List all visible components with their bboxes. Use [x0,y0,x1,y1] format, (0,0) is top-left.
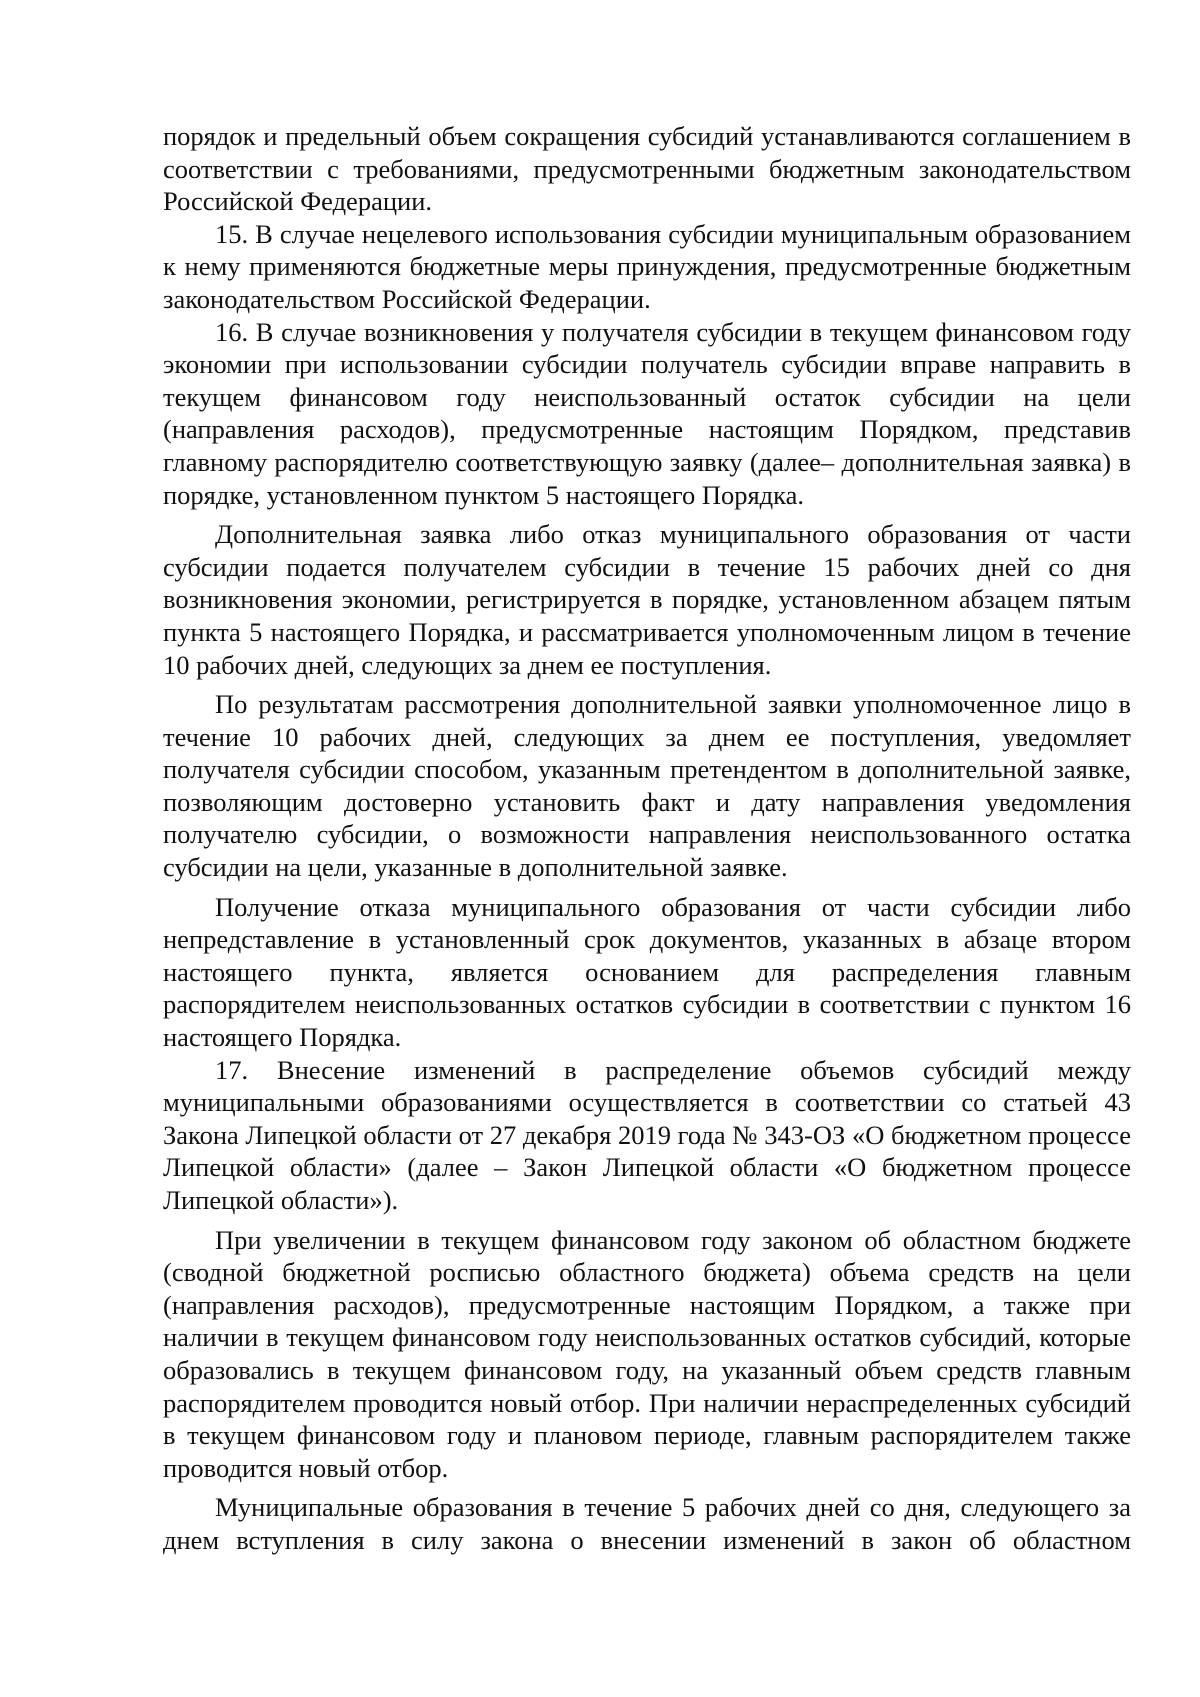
document-body [163,120,1131,1557]
paragraph-15: 15. В случае нецелевого использования субсидии муниципальным образованием к нему применяются бюджетные меры принуждения, предусмотренные бюджетным законодательством Российской Федерации. [163,218,1131,314]
paragraph-17: 17. Внесение изменений в распределение объемов субсидий между муниципальными образованиями осуществляется в соответствии со статьей 43 Закона Липецкой области от 27 декабря 2019 года № 343-ОЗ «О бюджетном процессе Липецкой области» (далее – Закон Липецкой области «О бюджетном процессе Липецкой области»). [163,1054,1131,1215]
paragraph-continuation: порядок и предельный объем сокращения субсидий устанавливаются соглашением в соответствии с требованиями, предусмотренными бюджетным законодательством Российской Федерации. [163,121,1131,217]
paragraph-17-municipalities: Муниципальные образования в течение 5 рабочих дней со дня, следующего за днем вступления в силу закона о внесении изменений в закон об областном [163,1492,1131,1555]
paragraph-16-additional-request: Дополнительная заявка либо отказ муниципального образования от части субсидии подается получателем субсидии в течение 15 рабочих дней со дня возникновения экономии, регистрируется в порядке, установленном абзацем пятым пункта 5 настоящего Порядка, и рассматривается уполномоченным лицом в течение 10 рабочих дней, следующих за днем ее поступления. [163,519,1131,680]
paragraph-16-review-results: По результатам рассмотрения дополнительной заявки уполномоченное лицо в течение 10 рабочих дней, следующих за днем ее поступления, уведомляет получателя субсидии способом, указанным претендентом в дополнительной заявке, позволяющим достоверно установить факт и дату направления уведомления получателю субсидии, о возможности направления неиспользованного остатка субсидии на цели, указанные в дополнительной заявке. [163,689,1131,883]
paragraph-16: 16. В случае возникновения у получателя субсидии в текущем финансовом году экономии при использовании субсидии получатель субсидии вправе направить в текущем финансовом году неиспользованный остаток субсидии на цели (направления расходов), предусмотренные настоящим Порядком, представив главному распорядителю соответствующую заявку (далее– дополнительная заявка) в порядке, установленном пунктом 5 настоящего Порядка. [163,316,1131,510]
paragraph-16-refusal: Получение отказа муниципального образования от части субсидии либо непредставление в установленный срок документов, указанных в абзаце втором настоящего пункта, является основанием для распределения главным распорядителем неиспользованных остатков субсидии в соответствии с пунктом 16 настоящего Порядка. [163,891,1131,1053]
paragraph-17-increase: При увеличении в текущем финансовом году законом об областном бюджете (сводной бюджетной росписью областного бюджета) объема средств на цели (направления расходов), предусмотренные настоящим Порядком, а также при наличии в текущем финансовом году неиспользованных остатков субсидий, которые образовались в текущем финансовом году, на указанный объем средств главным распорядителем проводится новый отбор. При наличии нераспределенных субсидий в текущем финансовом году и плановом периоде, главным распорядителем также проводится новый отбор. [163,1224,1131,1483]
